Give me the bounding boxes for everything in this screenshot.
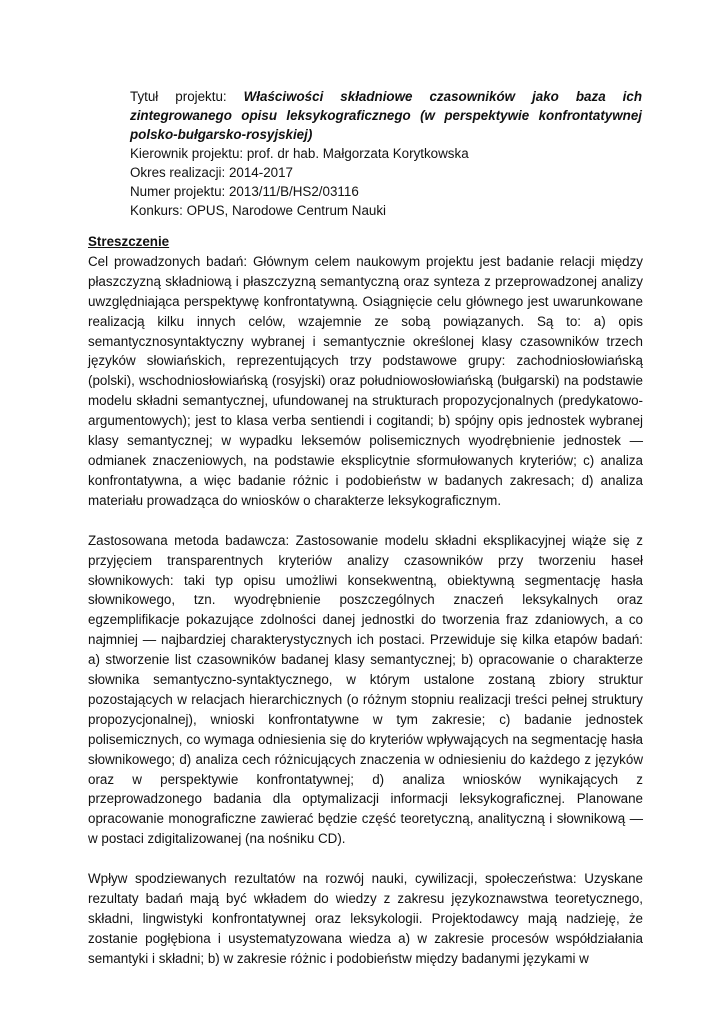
project-title-label: Tytuł projektu: <box>130 89 244 104</box>
paragraph-method: Zastosowana metoda badawcza: Zastosowanie modelu składni eksplikacyjnej wiąże się z przyjęciem transparentnych kryteriów analizy czasowników przy tworzeniu haseł słownikowych: taki typ opisu umożliwi konsekwentną, obiektywną segmentację hasła słownikowego, tzn. wyodrębnienie poszczególnych znaczeń leksykalnych oraz egzemplifikacje pokazujące zdolności danej jednostki do tworzenia fraz zdaniowych, a co najmniej — najbardziej charakterystycznych ich postaci. Przewiduje się kilka etapów badań: a) stworzenie list czasowników badanej klasy semantycznej; b) opracowanie o charakterze słownika semantyczno-syntaktycznego, w którym ustalone zostaną zbiory struktur pozostających w relacjach hierarchicznych (o różnym stopniu realizacji treści pełnej struktury propozycjonalnej), wnioski konfrontatywne w tym zakresie; c) badanie jednostek polisemicznych, co wymaga odniesienia się do kryteriów wpływających na segmentację hasła słownikowego; d) analiza cech różnicujących znaczenia w odniesieniu do każdego z języków oraz w perspektywie konfrontatywnej; d) analiza wniosków wynikających z przeprowadzonego badania dla optymalizacji informacji leksykograficznej. Planowane opracowanie monograficzne zawierać będzie część teoretyczną, analityczną i słownikową — w postaci zdigitalizowanej (na nośniku CD). <box>88 532 643 847</box>
project-title-value: Właściwości składniowe czasowników jako baza ich zintegrowanego opisu leksykograficznego (w perspektywie konfrontatywnej polsko-bułgarsko-rosyjskiej) <box>130 89 642 142</box>
abstract-section <box>88 232 643 969</box>
project-header <box>130 87 642 220</box>
paragraph-goal: Cel prowadzonych badań: Głównym celem naukowym projektu jest badanie relacji między płaszczyzną składniową i płaszczyzną semantyczną oraz synteza z przeprowadzonej analizy uwzględniająca perspektywę konfrontatywną. Osiągnięcie celu głównego jest uwarunkowane realizacją kilku innych celów, wzajemnie ze sobą powiązanych. Są to: a) opis semantycznosyntaktyczny wybranej i semantycznie określonej klasy czasowników trzech języków słowiańskich, reprezentujących trzy podstawowe grupy: zachodniosłowiańską (polski), wschodniosłowiańską (rosyjski) oraz południowosłowiańską (bułgarski) na podstawie modelu składni semantycznej, ufundowanej na strukturach propozycjonalnych (predykatowo-argumentowych); jest to klasa verba sentiendi i cogitandi; b) spójny opis jednostek wybranej klasy semantycznej; w wypadku leksemów polisemicznych wyodrębnienie jednostek — odmianek znaczeniowych, na podstawie eksplicytnie sformułowanych kryteriów; c) analiza konfrontatywna, a więc badanie różnic i podobieństw w badanych zakresach; d) analiza materiału prowadząca do wniosków o charakterze leksykograficznym. <box>88 253 643 508</box>
project-period: Okres realizacji: 2014-2017 <box>130 165 294 180</box>
project-number: Numer projektu: 2013/11/B/HS2/03116 <box>130 184 359 199</box>
paragraph-impact: Wpływ spodziewanych rezultatów na rozwój nauki, cywilizacji, społeczeństwa: Uzyskane rezultaty badań mają być wkładem do wiedzy z zakresu językoznawstwa teoretycznego, składni, lingwistyki konfrontatywnej oraz leksykologii. Projektodawcy mają nadzieję, że zostanie pogłębiona i usystematyzowana wiedza a) w zakresie procesów współdziałania semantyki i składni; b) w zakresie różnic i podobieństw między badanymi językami w <box>88 871 643 966</box>
project-title <box>130 87 642 144</box>
project-contest: Konkurs: OPUS, Narodowe Centrum Nauki <box>130 203 387 218</box>
abstract-heading: Streszczenie <box>88 234 170 249</box>
project-manager: Kierownik projektu: prof. dr hab. Małgorzata Korytkowska <box>130 146 469 161</box>
